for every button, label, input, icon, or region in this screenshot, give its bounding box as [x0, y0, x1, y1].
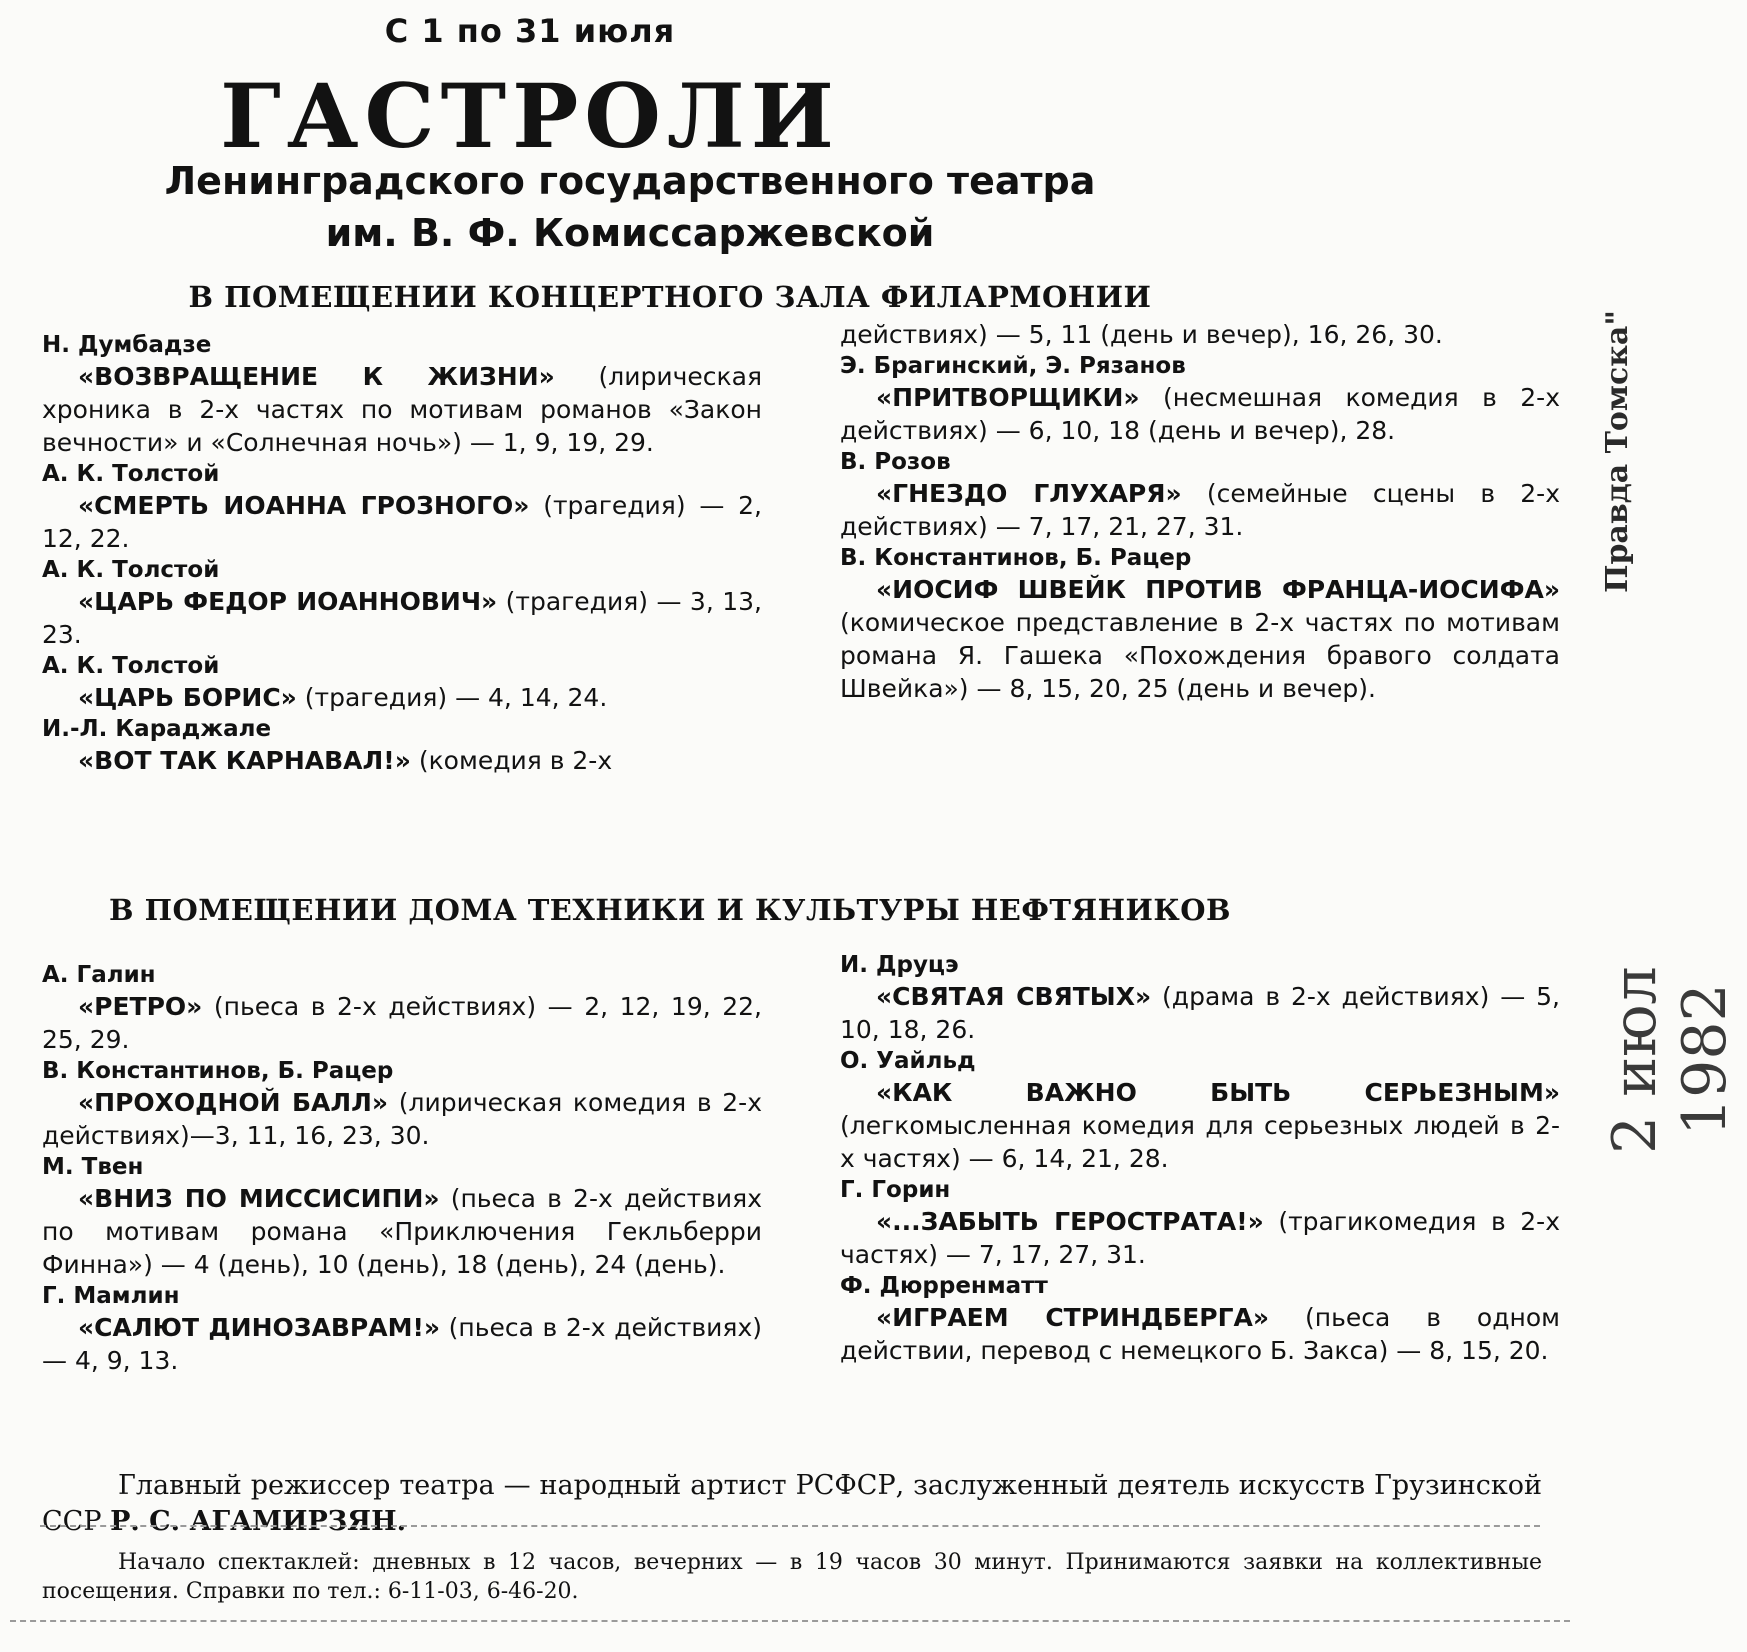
listing-entry: [42, 459, 762, 555]
author-name: А. К. Толстой: [42, 557, 220, 583]
play-details: (драма в 2-х действиях) — 5, 10, 18, 26.: [840, 982, 1560, 1044]
play-description: [42, 1086, 762, 1152]
play-description: [42, 489, 762, 555]
play-title: «ВОЗВРАЩЕНИЕ К ЖИЗНИ»: [78, 362, 555, 391]
play-description: [840, 980, 1560, 1046]
author-name: А. К. Толстой: [42, 461, 220, 487]
author-name: И. Друцэ: [840, 952, 959, 978]
play-title: «РЕТРО»: [78, 992, 203, 1021]
author-name: В. Константинов, Б. Рацер: [42, 1058, 394, 1084]
play-description: [42, 1311, 762, 1377]
newspaper-stamp: Правда Томска": [1600, 310, 1635, 593]
play-details: (пьеса в 2-х действиях по мотивам романа «Приключения Гекльберри Финна») — 4 (день), 10 (день), 18 (день), 24 (день).: [42, 1184, 762, 1279]
subtitle-line-2: им. В. Ф. Комиссаржевской: [325, 211, 935, 255]
play-description: [42, 1182, 762, 1281]
listing-entry: [42, 651, 762, 714]
listing-entry: [840, 543, 1560, 705]
play-title: «ИГРАЕМ СТРИНДБЕРГА»: [876, 1303, 1270, 1332]
headline: ГАСТРОЛИ: [220, 64, 840, 168]
author-name: Ф. Дюрренматт: [840, 1273, 1048, 1299]
section-heading-oil-workers: В ПОМЕЩЕНИИ ДОМА ТЕХНИКИ И КУЛЬТУРЫ НЕФТЯНИКОВ: [108, 893, 1232, 927]
listing-entry: [42, 330, 762, 459]
author-name: А. К. Толстой: [42, 653, 220, 679]
play-description: [42, 681, 762, 714]
play-details: (трагедия) — 4, 14, 24.: [304, 683, 608, 712]
play-details: (лирическая комедия в 2-х действиях)—3, 11, 16, 23, 30.: [42, 1088, 762, 1150]
listing-entry: [840, 950, 1560, 1046]
play-title: «ВНИЗ ПО МИССИСИПИ»: [78, 1184, 440, 1213]
author-name: И.-Л. Караджале: [42, 716, 272, 742]
play-details: (трагикомедия в 2-х частях) — 7, 17, 27, 31.: [840, 1207, 1560, 1269]
play-description: [840, 1301, 1560, 1367]
section-heading-philharmonic: В ПОМЕЩЕНИИ КОНЦЕРТНОГО ЗАЛА ФИЛАРМОНИИ: [188, 280, 1152, 314]
author-name: Г. Мамлин: [42, 1283, 180, 1309]
listing-entry: [840, 1271, 1560, 1367]
play-title: «ПРИТВОРЩИКИ»: [876, 383, 1140, 412]
play-title: «САЛЮТ ДИНОЗАВРАМ!»: [78, 1313, 441, 1342]
play-details: (пьеса в одном действии, перевод с немецкого Б. Закса) — 8, 15, 20.: [840, 1303, 1560, 1365]
philharmonic-right-column: [840, 318, 1560, 705]
play-description: [840, 1205, 1560, 1271]
play-title: «ГНЕЗДО ГЛУХАРЯ»: [876, 479, 1182, 508]
play-details: (трагедия) — 2, 12, 22.: [42, 491, 762, 553]
director-text: Главный режиссер театра — народный артист РСФСР, заслуженный деятель искусств Грузинской ССР: [42, 1470, 1542, 1537]
play-description: [42, 990, 762, 1056]
author-name: А. Галин: [42, 962, 156, 988]
play-title: «ЦАРЬ БОРИС»: [78, 683, 297, 712]
play-details: (несмешная комедия в 2-х действиях) — 6, 10, 18 (день и вечер), 28.: [840, 383, 1560, 445]
philharmonic-left-column: [42, 330, 762, 777]
listing-entry: [840, 351, 1560, 447]
play-description: [42, 360, 762, 459]
subtitle: [0, 155, 1260, 259]
listing-entry: [42, 555, 762, 651]
author-name: О. Уайльд: [840, 1048, 976, 1074]
play-title: «КАК ВАЖНО БЫТЬ СЕРЬЕЗНЫМ»: [876, 1078, 1560, 1107]
author-name: Н. Думбадзе: [42, 332, 212, 358]
play-title: «СМЕРТЬ ИОАННА ГРОЗНОГО»: [78, 491, 530, 520]
dateline: С 1 по 31 июля: [384, 12, 676, 50]
play-title: «ПРОХОДНОЙ БАЛЛ»: [78, 1088, 389, 1117]
play-description: [840, 477, 1560, 543]
play-details: (комическое представление в 2-х частях по мотивам романа Я. Гашека «Похождения бравого солдата Швейка») — 8, 15, 20, 25 (день и вечер).: [840, 608, 1560, 703]
play-description: [42, 744, 762, 777]
play-description: [840, 1076, 1560, 1175]
listing-entry: [840, 1175, 1560, 1271]
listing-entry: [42, 1056, 762, 1152]
subtitle-line-1: Ленинградского государственного театра: [164, 159, 1096, 203]
play-title: «ИОСИФ ШВЕЙК ПРОТИВ ФРАНЦА-ИОСИФА»: [876, 575, 1560, 604]
play-title: «СВЯТАЯ СВЯТЫХ»: [876, 982, 1152, 1011]
play-details: (комедия в 2-х: [418, 746, 613, 775]
play-description: [42, 585, 762, 651]
author-name: В. Розов: [840, 449, 951, 475]
date-stamp: 2 июл 1982: [1600, 966, 1740, 1154]
play-title: «ЦАРЬ ФЕДОР ИОАННОВИЧ»: [78, 587, 498, 616]
play-title: «...ЗАБЫТЬ ГЕРОСТРАТА!»: [876, 1207, 1264, 1236]
director-credit: [42, 1468, 1542, 1540]
listing-entry: [42, 960, 762, 1056]
play-description: [840, 573, 1560, 705]
play-details: (легкомысленная комедия для серьезных людей в 2-х частях) — 6, 14, 21, 28.: [840, 1111, 1560, 1173]
listing-entry: [840, 1046, 1560, 1175]
director-name: Р. С. АГАМИРЗЯН.: [110, 1506, 406, 1537]
author-name: Э. Брагинский, Э. Рязанов: [840, 353, 1186, 379]
play-title: «ВОТ ТАК КАРНАВАЛ!»: [78, 746, 411, 775]
play-details: (пьеса в 2-х действиях) — 2, 12, 19, 22, 25, 29.: [42, 992, 762, 1054]
schedule-note: Начало спектаклей: дневных в 12 часов, вечерних — в 19 часов 30 минут. Принимаются заявки на коллективные посещения. Справки по тел.: 6-11-03, 6-46-20.: [42, 1550, 1542, 1604]
listing-entry: [42, 1152, 762, 1281]
author-name: В. Константинов, Б. Рацер: [840, 545, 1192, 571]
continuation-text: действиях) — 5, 11 (день и вечер), 16, 26, 30.: [840, 320, 1443, 349]
author-name: М. Твен: [42, 1154, 144, 1180]
listing-entry: [840, 447, 1560, 543]
play-details: (семейные сцены в 2-х действиях) — 7, 17, 21, 27, 31.: [840, 479, 1560, 541]
play-details: (трагедия) — 3, 13, 23.: [42, 587, 762, 649]
play-details: (пьеса в 2-х действиях) — 4, 9, 13.: [42, 1313, 763, 1375]
rule-bottom: [10, 1620, 1570, 1622]
author-name: Г. Горин: [840, 1177, 951, 1203]
listing-entry: [42, 714, 762, 777]
play-details: (лирическая хроника в 2-х частях по мотивам романов «Закон вечности» и «Солнечная ночь») — 1, 9, 19, 29.: [42, 362, 762, 457]
rule-top: [40, 1525, 1540, 1527]
oil-workers-right-column: [840, 950, 1560, 1367]
oil-workers-left-column: [42, 960, 762, 1377]
listing-entry: [42, 1281, 762, 1377]
play-description: [840, 381, 1560, 447]
